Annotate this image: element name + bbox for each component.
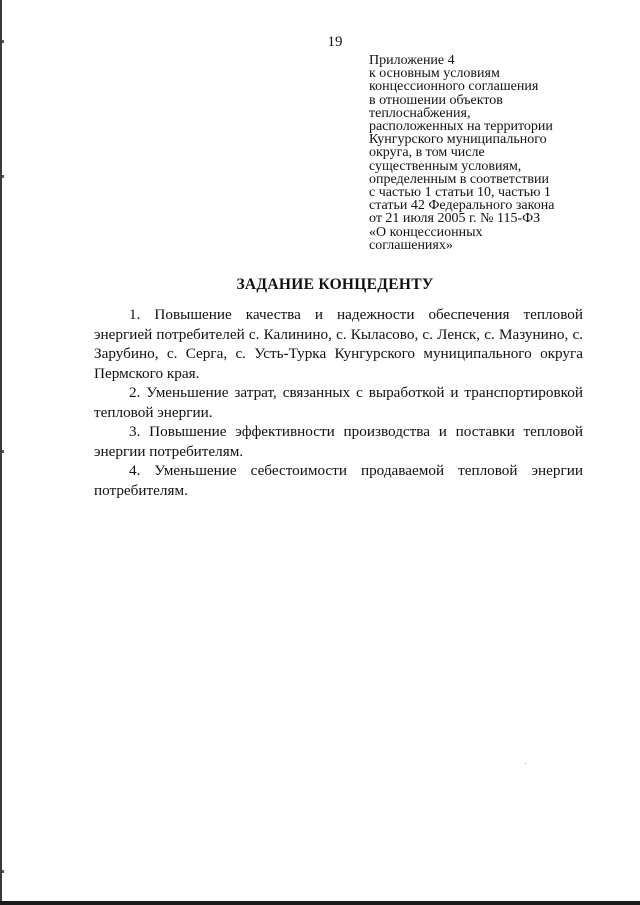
appendix-line: определенным в соответствии (369, 171, 550, 187)
scan-edge-mark (2, 870, 4, 873)
appendix-line: концессионного соглашения (369, 79, 539, 95)
appendix-line: «О концессионных (369, 224, 483, 240)
document-body (94, 305, 583, 500)
appendix-line: статьи 42 Федерального закона (369, 198, 555, 214)
appendix-line: расположенных на территории (369, 119, 553, 135)
scan-edge-mark (2, 450, 4, 453)
task-item-2: 2. Уменьшение затрат, связанных с выработкой и транспортировкой тепловой энергии. (94, 384, 583, 421)
appendix-line: в отношении объектов (369, 92, 503, 108)
scan-speck (525, 763, 526, 764)
appendix-line: существенным условиям, (369, 158, 522, 174)
appendix-line: Кунгурского муниципального (369, 132, 547, 148)
scan-edge-mark (2, 175, 4, 178)
appendix-line: теплоснабжения, (369, 105, 471, 121)
appendix-line: от 21 июля 2005 г. № 115-ФЗ (369, 211, 541, 227)
task-item-1: 1. Повышение качества и надежности обеспечения тепловой энергией потребителей с. Калинино, с. Кыласово, с. Ленск, с. Мазунино, с. Зарубино, с. Серга, с. Усть-Турка Кунгурского муниципального округа Пермского края. (94, 306, 583, 382)
page-number: 19 (327, 34, 343, 50)
appendix-line: соглашениях» (369, 237, 453, 253)
appendix-line: округа, в том числе (369, 145, 485, 161)
document-title: ЗАДАНИЕ КОНЦЕДЕНТУ (236, 276, 434, 293)
appendix-line: с частью 1 статьи 10, частью 1 (369, 185, 551, 201)
appendix-line: к основным условиям (369, 66, 500, 82)
appendix-header (369, 54, 599, 252)
task-item-4: 4. Уменьшение себестоимости продаваемой тепловой энергии потребителям. (94, 462, 583, 499)
appendix-line: Приложение 4 (369, 53, 455, 68)
scan-bottom-edge (0, 901, 640, 905)
task-item-3: 3. Повышение эффективности производства и поставки тепловой энергии потребителям. (94, 423, 583, 460)
